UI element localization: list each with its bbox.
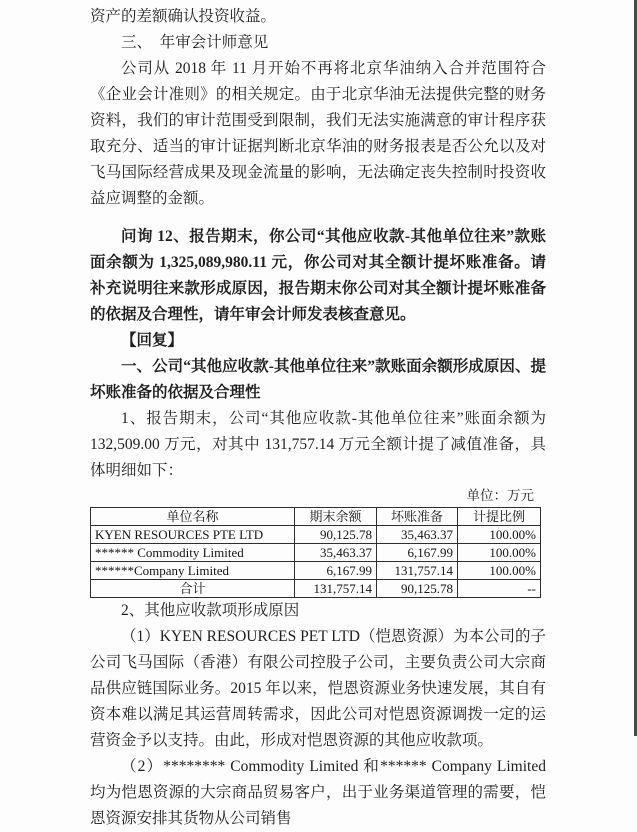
table-header-unit-name: 单位名称 (91, 508, 295, 526)
table-cell-provision-ratio: 100.00% (458, 562, 541, 580)
table-cell-bad-debt-provision: 131,757.14 (377, 562, 458, 580)
table-total-row (91, 580, 541, 598)
table-cell-total-bad-debt-provision: 90,125.78 (377, 580, 458, 598)
table-cell-total-label: 合计 (91, 580, 295, 598)
reply-label: 【回复】 (121, 332, 184, 349)
table-cell-total-ending-balance: 131,757.14 (295, 580, 377, 598)
reason-paragraph-commodity-company: （2）******** Commodity Limited 和****** Company Limited 均为恺恩资源的大宗商品贸易客户，出于业务渠道管理的需要，恺恩资源安排其货物从公司销售 (90, 758, 546, 827)
paragraph-investment-income-continuation: 资产的差额确认投资收益。 (90, 8, 277, 25)
reason-paragraph-kyen: （1）KYEN RESOURCES PET LTD（恺恩资源）为本公司的子公司飞马国际（香港）有限公司控股子公司，主要负责公司大宗商品供应链国际业务。2015 年以来，恺恩资源业务快速发展，其自有资本难以满足其运营周转需求，因此公司对恺恩资源调拨一定的运营资金予以支持。由此，形成对恺恩资源的其他应收款项。 (90, 628, 546, 749)
table-cell-provision-ratio: 100.00% (458, 544, 541, 562)
reply-section-1-heading: 一、公司“其他应收款-其他单位往来”款账面余额形成原因、提坏账准备的依据及合理性 (90, 358, 546, 401)
document-body (90, 4, 546, 832)
auditor-opinion-paragraph: 公司从 2018 年 11 月开始不再将北京华油纳入合并范围符合《企业会计准则》的相关规定。由于北京华油无法提供完整的财务资料，我们的审计范围受到限制，我们无法实施满意的审计程序获取充分、适当的审计证据判断北京华油的财务报表是否公允以及对飞马国际经营成果及现金流量的影响，无法确定丧失控制时投资收益应调整的金额。 (90, 60, 546, 207)
section-heading-auditor-opinion: 三、 年审会计师意见 (121, 34, 269, 51)
table-header-row (91, 508, 541, 526)
table-row (91, 562, 541, 580)
inquiry-12-paragraph: 问询 12、报告期末，你公司“其他应收款-其他单位往来”款账面余额为 1,325,089,980.11 元，你公司对其全额计提坏账准备。请补充说明往来款形成原因，报告期末你公司对其全额计提坏账准备的依据及合理性，请年审会计师发表核查意见。 (90, 228, 546, 323)
table-cell-ending-balance: 35,463.37 (295, 544, 377, 562)
table-cell-bad-debt-provision: 6,167.99 (377, 544, 458, 562)
reply-point-2-heading: 2、其他应收款项形成原因 (121, 602, 300, 619)
table-header-provision-ratio: 计提比例 (458, 508, 541, 526)
table-header-ending-balance: 期末余额 (295, 508, 377, 526)
table-cell-total-provision-ratio: -- (458, 580, 541, 598)
table-cell-ending-balance: 6,167.99 (295, 562, 377, 580)
table-cell-unit-name: KYEN RESOURCES PTE LTD (91, 526, 295, 544)
table-unit-label: 单位：万元 (466, 488, 534, 503)
table-cell-unit-name: ******Company Limited (91, 562, 295, 580)
table-header-bad-debt-provision: 坏账准备 (377, 508, 458, 526)
table-cell-unit-name: ****** Commodity Limited (91, 544, 295, 562)
reply-point-1-paragraph: 1、报告期末，公司“其他应收款-其他单位往来”账面余额为 132,509.00 万元，对其中 131,757.14 万元全额计提了减值准备，具体明细如下： (90, 410, 546, 479)
table-cell-ending-balance: 90,125.78 (295, 526, 377, 544)
table-cell-bad-debt-provision: 35,463.37 (377, 526, 458, 544)
receivables-table (90, 507, 541, 598)
table-row (91, 526, 541, 544)
table-cell-provision-ratio: 100.00% (458, 526, 541, 544)
table-row (91, 544, 541, 562)
